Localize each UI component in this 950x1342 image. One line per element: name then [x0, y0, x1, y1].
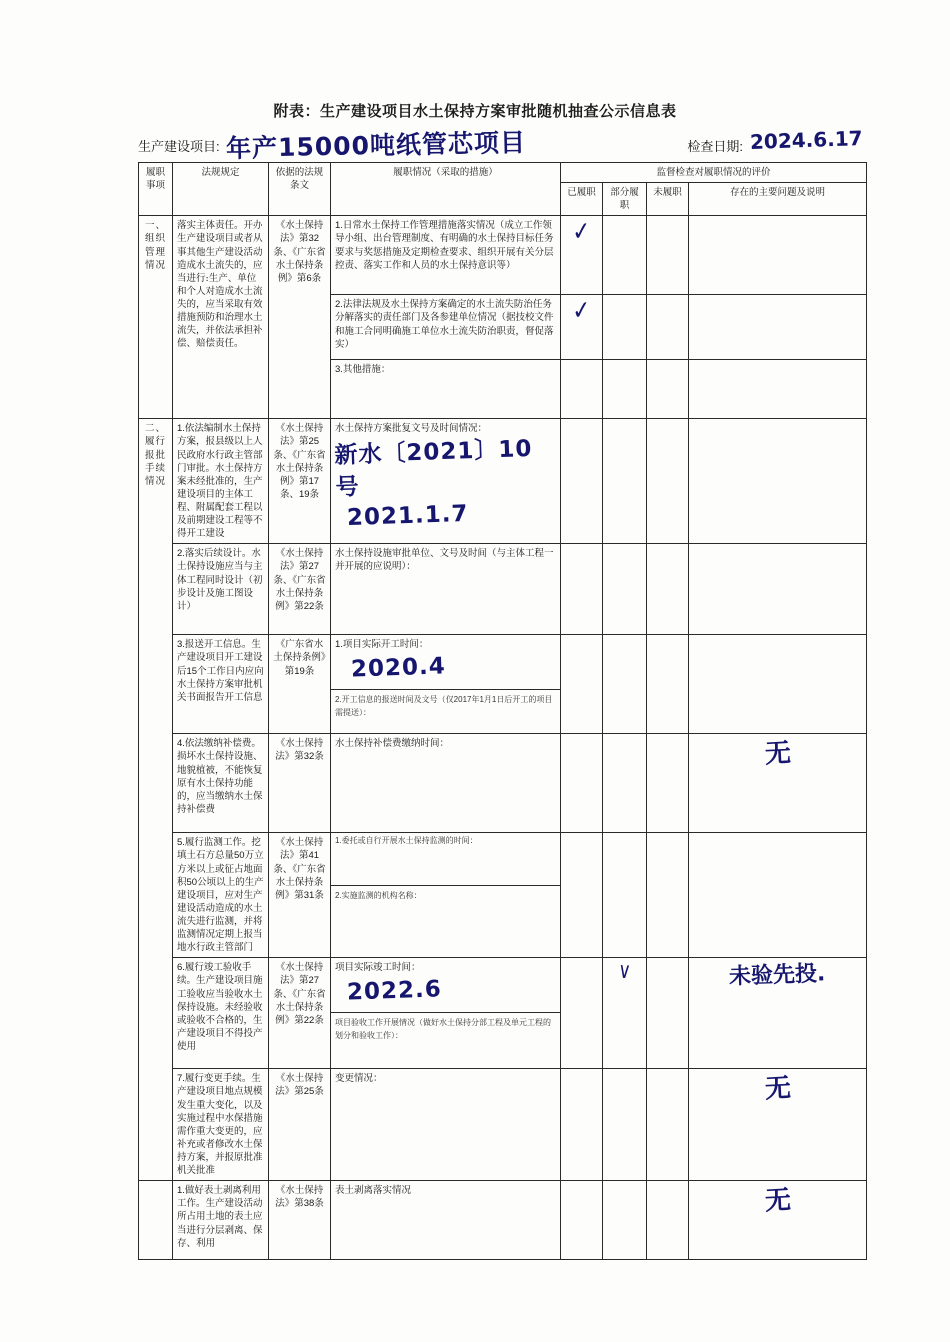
issues-cell	[689, 958, 867, 1069]
handwritten-issue: 无	[763, 1073, 792, 1105]
table-row	[139, 734, 867, 833]
th-review-group: 监督检查对履职情况的评价	[561, 163, 867, 183]
table-row	[139, 216, 867, 295]
notperformed-cell-2	[647, 295, 689, 360]
performed-mark-2	[561, 295, 603, 360]
notperformed-cell	[647, 544, 689, 635]
regulation-text: 7.履行变更手续。生产建设项目地点规模发生重大变化，以及实施过程中水保措施需作重大变更的，应补充或者修改水土保持方案，并报原批准机关批准	[173, 1069, 269, 1181]
divider	[331, 689, 560, 690]
category-organization: 一、组织管理情况	[139, 216, 173, 419]
duty-label: 水土保持方案批复文号及时间情况：	[335, 423, 488, 435]
duty-status-cell	[331, 833, 561, 958]
handwritten-issue: 无	[763, 738, 792, 770]
th-performed: 已履职	[561, 183, 603, 216]
check-icon: ✓	[571, 295, 592, 327]
notperformed-cell	[647, 958, 689, 1069]
th-basis-article: 依据的法规条文	[269, 163, 331, 216]
partial-cell-2	[603, 295, 647, 360]
th-regulation: 法规规定	[173, 163, 269, 216]
duty-label: 水土保持设施审批单位、文号及时间（与主体工程一并开展的应说明）：	[331, 544, 561, 635]
duty-item-1: 1.日常水土保持工作管理措施落实情况（成立工作领导小组、出台管理制度、有明确的水土保持目标任务要求与奖惩措施及定期检查要求、组织开展有关分层控责、落实工作和人员的水土保持意识等）	[331, 216, 561, 295]
issues-cell	[689, 419, 867, 544]
performed-cell	[561, 958, 603, 1069]
partial-cell-1	[603, 216, 647, 295]
basis-text: 《水土保持法》第25条、《广东省水土保持条例》第17条、19条	[269, 419, 331, 544]
duty-status-cell	[331, 958, 561, 1069]
duty-item-2: 2.法律法规及水土保持方案确定的水土流失防治任务分解落实的责任部门及各参建单位情况（据技校文件和施工合同明确施工单位水土流失防治职责，督促落实）	[331, 295, 561, 360]
duty-label: 水土保持补偿费缴纳时间：	[331, 734, 561, 833]
table-row	[139, 1069, 867, 1181]
partial-cell	[603, 958, 647, 1069]
basis-text: 《水土保持法》第32条	[269, 734, 331, 833]
partial-cell-3	[603, 360, 647, 419]
issues-cell	[689, 833, 867, 958]
issues-cell-3	[689, 360, 867, 419]
performed-cell-3	[561, 360, 603, 419]
duty-label-2: 项目验收工作开展情况（做好水土保持分部工程及单元工程的划分和验收工作）：	[335, 1018, 551, 1041]
th-duty-status: 履职情况（采取的措施）	[331, 163, 561, 216]
regulation-text: 5.履行监测工作。挖填土石方总量50万立方米以上或征占地面积50公顷以上的生产建设项目，应对生产建设活动造成的水土流失进行监测，并将监测情况定期上报当地水行政主管部门	[173, 833, 269, 958]
th-duty-matter: 履职事项	[139, 163, 173, 216]
notperformed-cell-1	[647, 216, 689, 295]
partial-cell	[603, 1181, 647, 1260]
basis-text: 《水土保持法》第38条	[269, 1181, 331, 1260]
performed-cell	[561, 544, 603, 635]
handwritten-completion-date: 2022.6	[346, 976, 443, 1007]
issues-cell	[689, 1069, 867, 1181]
regulation-text: 6.履行竣工验收手续。生产建设项目施工验收应当验收水土保持设施。未经验收或验收不合格的，生产建设项目不得投产使用	[173, 958, 269, 1069]
performed-cell	[561, 734, 603, 833]
handwritten-issue: 无	[763, 1185, 792, 1217]
duty-status-cell	[331, 635, 561, 734]
notperformed-cell	[647, 734, 689, 833]
table-row	[139, 419, 867, 544]
basis-text: 《水土保持法》第25条	[269, 1069, 331, 1181]
basis-text: 《水土保持法》第41条、《广东省水土保持条例》第31条	[269, 833, 331, 958]
duty-label-2: 2.开工信息的报送时间及文号（仅2017年1月1日后开工的项目需提送）：	[335, 695, 553, 718]
table-row	[139, 635, 867, 734]
partial-cell	[603, 833, 647, 958]
partial-cell	[603, 635, 647, 734]
issues-cell	[689, 544, 867, 635]
project-header	[138, 126, 868, 164]
table-row	[139, 1181, 867, 1260]
performed-cell	[561, 1069, 603, 1181]
table-row	[139, 544, 867, 635]
issues-cell	[689, 734, 867, 833]
divider	[331, 885, 560, 886]
category-blank	[139, 1181, 173, 1260]
regulation-text: 3.报送开工信息。生产建设项目开工建设后15个工作日内应向水土保持方案审批机关书面报告开工信息	[173, 635, 269, 734]
duty-item-3: 3.其他措施：	[331, 360, 561, 419]
duty-label: 1.项目实际开工时间：	[335, 639, 429, 651]
regulation-text: 4.依法缴纳补偿费。损坏水土保持设施、地貌植被，不能恢复原有水土保持功能的，应当缴纳水土保持补偿费	[173, 734, 269, 833]
handwritten-approval-number: 新水〔2021〕10号	[334, 436, 533, 502]
notperformed-cell	[647, 1181, 689, 1260]
date-value-handwritten: 2024.6.17	[750, 126, 864, 154]
th-partial: 部分履职	[603, 183, 647, 216]
handwritten-issue: 未验先投.	[728, 961, 827, 990]
page-title: 附表：生产建设项目水土保持方案审批随机抽查公示信息表	[273, 103, 677, 120]
th-main-issues: 存在的主要问题及说明	[689, 183, 867, 216]
regulation-text: 1.依法编制水土保持方案，报县级以上人民政府水行政主管部门审批。水土保持方案未经批准的，生产建设项目的主体工程、附属配套工程以及前期建设工程等不得开工建设	[173, 419, 269, 544]
partial-cell	[603, 734, 647, 833]
issues-cell-1	[689, 216, 867, 295]
inspection-table	[138, 162, 867, 1260]
th-not-performed: 未履职	[647, 183, 689, 216]
check-icon: ✓	[571, 216, 592, 248]
issues-cell	[689, 635, 867, 734]
handwritten-start-date: 2020.4	[350, 653, 447, 684]
duty-label: 表土剥离落实情况	[331, 1181, 561, 1260]
basis-text: 《广东省水土保持条例》第19条	[269, 635, 331, 734]
notperformed-cell	[647, 419, 689, 544]
project-label: 生产建设项目:	[138, 139, 220, 154]
notperformed-cell-3	[647, 360, 689, 419]
performed-cell	[561, 419, 603, 544]
partial-cell	[603, 1069, 647, 1181]
regulation-text: 2.落实后续设计。水土保持设施应当与主体工程同时设计（初步设计及施工图设计）	[173, 544, 269, 635]
performed-mark-1	[561, 216, 603, 295]
notperformed-cell	[647, 833, 689, 958]
project-value-handwritten: 年产15000吨纸管芯项目	[225, 127, 527, 164]
date-label: 检查日期:	[687, 139, 743, 154]
category-procedures: 二、履行报批手续情况	[139, 419, 173, 1181]
table-header-row	[139, 163, 867, 183]
duty-label: 变更情况：	[331, 1069, 561, 1181]
performed-cell	[561, 635, 603, 734]
basis-text: 《水土保持法》第32条、《广东省水土保持条例》第6条	[269, 216, 331, 419]
partial-cell	[603, 544, 647, 635]
regulation-text: 1.做好表土剥离利用工作。生产建设活动所占用土地的表土应当进行分层剥离、保存、利用	[173, 1181, 269, 1260]
duty-label: 1.委托或自行开展水土保持监测的时间：	[335, 836, 478, 846]
handwritten-approval-date: 2021.1.7	[346, 500, 469, 532]
notperformed-cell	[647, 635, 689, 734]
partial-check-icon: ∨	[617, 958, 632, 985]
issues-cell-2	[689, 295, 867, 360]
basis-text: 《水土保持法》第27条、《广东省水土保持条例》第22条	[269, 544, 331, 635]
notperformed-cell	[647, 1069, 689, 1181]
table-row	[139, 958, 867, 1069]
duty-status-cell	[331, 419, 561, 544]
performed-cell	[561, 833, 603, 958]
performed-cell	[561, 1181, 603, 1260]
table-row	[139, 833, 867, 958]
issues-cell	[689, 1181, 867, 1260]
divider	[331, 1012, 560, 1013]
duty-label-2: 2.实施监测的机构名称：	[335, 890, 422, 900]
partial-cell	[603, 419, 647, 544]
basis-text: 《水土保持法》第27条、《广东省水土保持条例》第22条	[269, 958, 331, 1069]
duty-label: 项目实际竣工时间：	[335, 962, 421, 974]
regulation-text: 落实主体责任。开办生产建设项目或者从事其他生产建设活动造成水土流失的，应当进行։生产、单位和个人对造成水土流失的，应当采取有效措施预防和治理水土流失，并依法承担补偿、赔偿责任。	[173, 216, 269, 419]
